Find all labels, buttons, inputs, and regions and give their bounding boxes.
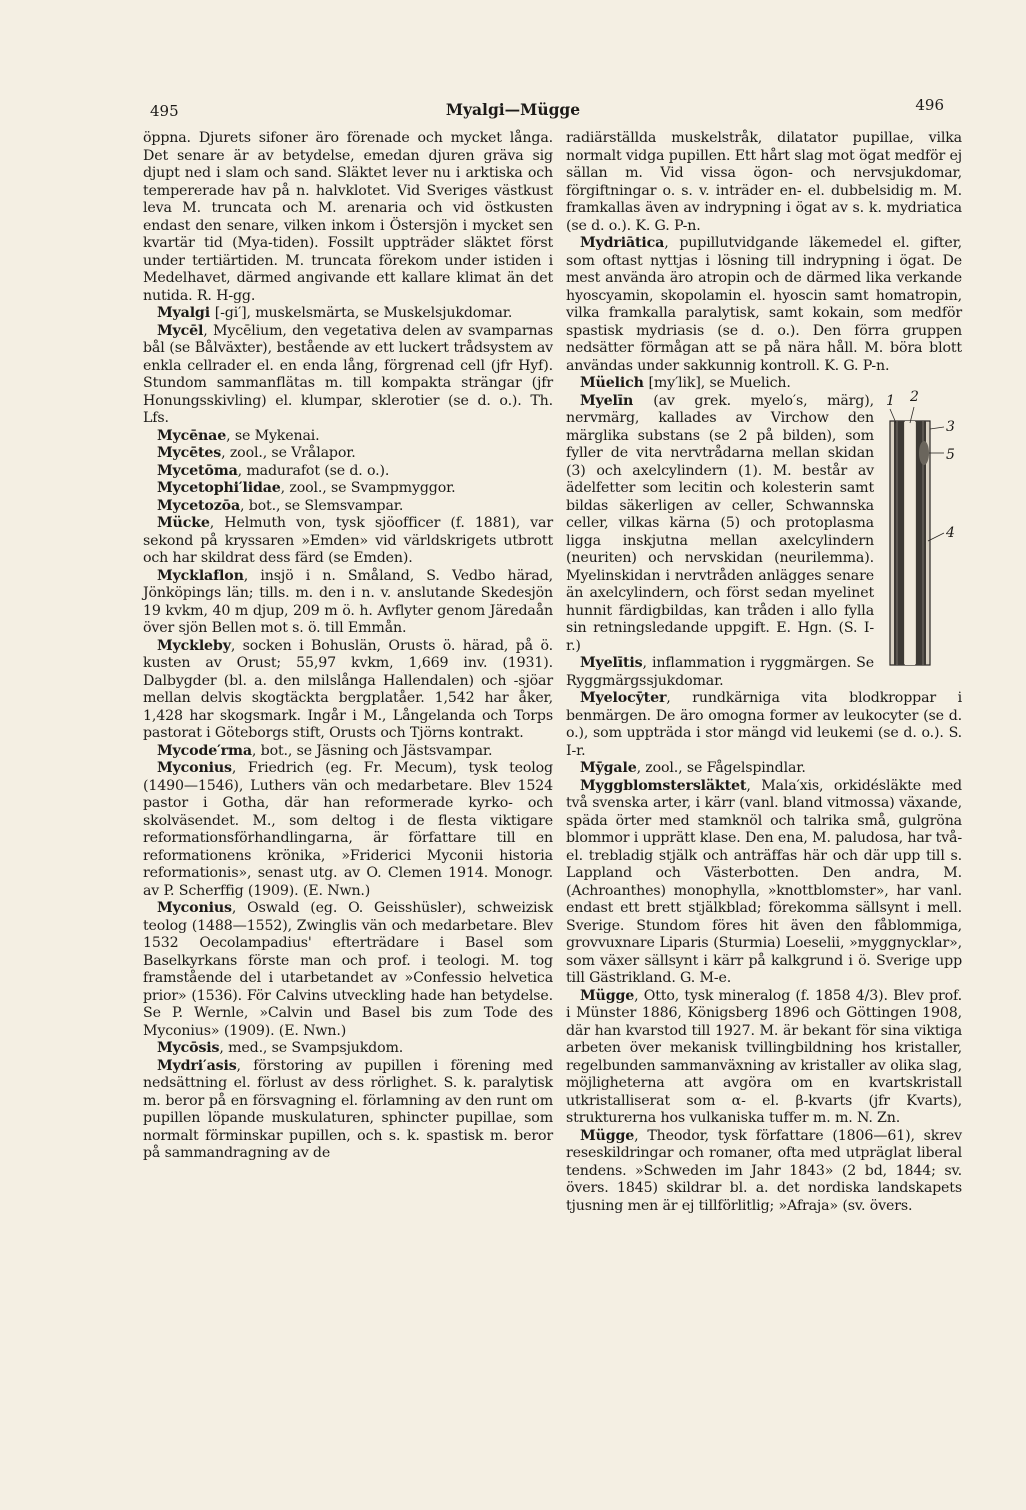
entry-myalgi: Myalgi [-gi′], muskelsmärta, se Muskelsjukdomar. bbox=[157, 305, 513, 321]
running-title: Myalgi—Mügge bbox=[445, 100, 581, 119]
figure-label: 5 bbox=[946, 446, 955, 463]
headword: Myelīn bbox=[580, 392, 654, 409]
headword: Mycēl bbox=[157, 322, 204, 339]
entry-mycel: Mycēl, Mycēlium, den vegetativa delen av svamparnas bål (se Bålväxter), bestående av ett luckert trådsystem av enkla cellrader el. en enda lång, förgrenad cell (jfr Hyf). Stundom sammanflätas m. till kompakta strängar (jfr Honungsskivling) el. klumpar, sklerotier (se d. o.). Th. Lfs. bbox=[143, 322, 553, 426]
headword: Mycēnae bbox=[157, 427, 227, 444]
entry-mycetes: Mycētes, zool., se Vrålapor. bbox=[157, 445, 356, 461]
nerve-fiber-drawing bbox=[880, 392, 962, 667]
headword: Mycklaflon bbox=[157, 567, 244, 584]
entry-mycoderma: Mycode′rma, bot., se Jäsning och Jästsvampar. bbox=[157, 742, 493, 759]
figure-label: 1 bbox=[886, 392, 895, 409]
figure-label: 4 bbox=[946, 524, 955, 541]
entry-mycetophilidae: Mycetophi′lidae, zool., se Svampmyggor. bbox=[157, 480, 456, 496]
headword: Myckleby bbox=[157, 637, 231, 654]
headword: Mügge bbox=[580, 1127, 635, 1144]
nerve-fiber-figure bbox=[880, 388, 962, 667]
headword: Mycode′rma bbox=[157, 742, 252, 759]
headword: Myggblomstersläktet bbox=[580, 777, 747, 794]
figure-label: 3 bbox=[946, 418, 955, 435]
headword: Myconius bbox=[157, 760, 232, 776]
entry-myconius-friedrich: Myconius, Friedrich (eg. Fr. Mecum), tysk teolog (1490—1546), Luthers vän och medarbetare. Blev 1524 pastor i Gotha, där han reformerade kyrko- och skolväsendet. M., som deltog i de flesta viktigare reformationsförhandlingarna, är författare till en reformationens krönika, »Friderici Myconii historia reformationis», senast utg. av O. Clemen 1914. Monogr. av P. Scherffig (1909). (E. Nwn.) bbox=[143, 760, 553, 899]
page-number-right: 496 bbox=[915, 96, 944, 114]
entry-mycenae: Mycēnae, se Mykenai. bbox=[157, 427, 320, 444]
entry-myggblomstersläktet: Myggblomstersläktet, Mala′xis, orkidésläkte med två svenska arter, i kärr (vanl. bland vitmossa) växande, späda örter med stamknöl och talrika små, gulgröna blommor i upprätt klase. Den ena, M. paludosa, har två- el. trebladig stjälk och anträffas här och där upp till s. Lappland och Västerbotten. Den andra, M. (Achroanthes) monophylla, »knottblomster», har vanl. endast ett brett stjälkblad; förekomma sällsynt i mell. Sverige. Stundom föres hit även den fåblommiga, grovvuxnare Liparis (Sturmia) Loeselii, »myggnycklar», som växer sällsynt i kärr på kalkgrund i ö. Sverige upp till Gästrikland. G. M-e. bbox=[566, 777, 962, 986]
headword: Myconius bbox=[157, 900, 232, 916]
page-number-left: 495 bbox=[150, 102, 179, 120]
entry-mugge-theodor: Mügge, Theodor, tysk författare (1806—61), skrev reseskildringar och romaner, ofta med utpräglat liberal tendens. »Schweden im Jahr 1843» (2 bd, 1844; sv. övers. 1845) skildrar bl. a. det nordiska landskapets tjusning men är ej tillförlitlig; »Afraja» (sv. övers. bbox=[566, 1127, 962, 1214]
entry-mycosis: Mycōsis, med., se Svampsjukdom. bbox=[157, 1040, 404, 1056]
entry-mygale: Mȳgale, zool., se Fågelspindlar. bbox=[580, 760, 806, 776]
headword: Müelich bbox=[580, 375, 649, 391]
headword: Mycōsis bbox=[157, 1040, 220, 1056]
entry-mycetozoa: Mycetozōa, bot., se Slemsvampar. bbox=[157, 497, 404, 514]
headword: Mydri′asis bbox=[157, 1057, 237, 1074]
entry-mugge-otto: Mügge, Otto, tysk mineralog (f. 1858 4/3). Blev prof. i Münster 1886, Königsberg 1896 och Göttingen 1908, där han kvarstod till 1927. M. är bekant för sina viktiga arbeten över mekanisk tvillingbildning hos kristaller, regelbunden sammanväxning av kristaller av olika slag, möjligheterna att avgöra om en kvartskristall utkristalliserat som α- el. β-kvarts (jfr Kvarts), strukturerna hos vulkaniska tuffer m. m. N. Zn. bbox=[566, 987, 962, 1126]
headword: Mycetōma bbox=[157, 462, 238, 479]
headword: Mydriātica bbox=[580, 235, 665, 251]
entry-myconius-oswald: Myconius, Oswald (eg. O. Geisshüsler), schweizisk teolog (1488—1552), Zwinglis vän och medarbetare. Blev 1532 Oecolampadius' efterträdare i Basel som Baselkyrkans förste man och prof. i teologi. M. tog framstående del i utarbetandet av »Confessio helvetica prior» (1536). För Calvins utveckling hade han betydelse. Se P. Wernle, »Calvin und Basel bis zum Tode des Myconius» (1909). (E. Nwn.) bbox=[143, 900, 553, 1039]
entry-mycklaflon: Mycklaflon, insjö i n. Småland, S. Vedbo härad, Jönköpings län; tills. m. den i n. v. anslutande Skedesjön 19 kvkm, 40 m djup, 209 m ö. h. Avflyter genom Järedaån över sjön Bellen mot s. ö. till Emmån. bbox=[143, 567, 553, 636]
headword: Mycetozōa bbox=[157, 497, 240, 514]
headword: Mycētes bbox=[157, 445, 222, 461]
headword: Mȳgale bbox=[580, 760, 637, 776]
headword: Mücke bbox=[157, 515, 210, 531]
headword: Myalgi bbox=[157, 305, 215, 321]
entry-myelocyter: Myelocȳter, rundkärniga vita blodkroppar i benmärgen. De äro omogna former av leukocyter (se d. o.), som uppträda i stor mängd vid leukemi (se d. o.). S. I-r. bbox=[566, 690, 962, 759]
headword: Mycetophi′lidae bbox=[157, 480, 281, 496]
headword: Myelītis bbox=[580, 655, 643, 671]
entry-mydriatica: Mydriātica, pupillutvidgande läkemedel el. gifter, som oftast nyttjas i lösning till indrypning i ögat. De mest använda äro atropin och de därmed lika verkande hyoscyamin, skopolamin el. hyoscin samt homatropin, vilka framkalla paralytisk, samt kokain, som medför spastisk mydriasis (se d. o.). Den förra gruppen nedsätter förmågan att se på nära håll. M. böra blott användas under sakkunnig kontroll. K. G. P-n. bbox=[566, 235, 962, 374]
figure-label: 2 bbox=[910, 388, 919, 405]
entry-myelitis: Myelītis, inflammation i ryggmärgen. Se Ryggmärgssjukdomar. bbox=[566, 655, 874, 689]
entry-muelich: Müelich [my′lik], se Muelich. bbox=[580, 375, 791, 391]
right-column bbox=[566, 130, 962, 1215]
entry-mydriasis: Mydri′asis, förstoring av pupillen i förening med nedsättning el. förlust av dess rörlighet. S. k. paralytisk m. beror på en försvagning el. förlamning av den runt om pupillen löpande muskulaturen, sphincter pupillae, som normalt förminskar pupillen, och s. k. spastisk m. beror på sammandragning av de bbox=[143, 1057, 553, 1161]
entry-mydriasis-continued: radiärställda muskelstråk, dilatator pupillae, vilka normalt vidga pupillen. Ett hårt slag mot ögat medför ej sällan m. Vid vissa ögon- och nervsjukdomar, förgiftningar o. s. v. inträder en- el. dubbelsidig m. M. framkallas även av indrypning i ögat av s. k. mydriatica (se d. o.). K. G. P-n. bbox=[566, 130, 962, 234]
entry-myelin: Myelīn (av grek. myelo′s, märg), nervmärg, kallades av Virchow den märglika substans (se 2 på bilden), som fyller de vita nervtrådarna mellan skidan (3) och axelcylindern (1). M. består av ädelfetter som lecitin och kolesterin samt bildas säkerligen av celler, Schwannska celler, vilkas kärna (5) och protoplasma ligga inskjutna mellan axelcylindern (neuriten) och nervskidan (neurilemma). Myelinskidan i nervtråden anlägges senare än axelcylindern, och först sedan myelinet hunnit färdigbildas, kan tråden i allo fylla sin retningsledande uppgift. E. Hgn. (S. I-r.) bbox=[566, 392, 874, 654]
entry-mya-continued: öppna. Djurets sifoner äro förenade och mycket långa. Det senare är av betydelse, emedan djuren gräva sig djupt ned i slam och sand. Släktet lever nu i arktiska och tempererade hav på n. halvklotet. Vid Sveriges västkust leva M. truncata och M. arenaria och vid östkusten endast den senare, vilken inkom i Östersjön i mycket sen kvartär tid (Mya-tiden). Fossilt uppträder släktet först under tertiärtiden. M. truncata förekom under istiden i Medelhavet, därmed angivande ett kallare klimat än det nutida. R. H-gg. bbox=[143, 130, 553, 304]
headword: Mügge bbox=[580, 987, 635, 1004]
entry-myckleby: Myckleby, socken i Bohuslän, Orusts ö. härad, på ö. kusten av Orust; 55,97 kvkm, 1,669 inv. (1931). Dalbygder (bl. a. den milslånga Hallendalen) och -sjöar mellan delvis skogtäckta bergplatåer. 1,542 har åker, 1,428 har skogsmark. Ingår i M., Långelanda och Torps pastorat i Göteborgs stift, Orusts och Tjörns kontrakt. bbox=[143, 637, 553, 741]
entry-mucke-helmuth: Mücke, Helmuth von, tysk sjöofficer (f. 1881), var sekond på kryssaren »Emden» vid världskrigets utbrott och har skildrat dess färd (se Emden). bbox=[143, 515, 553, 566]
entry-mycetoma: Mycetōma, madurafot (se d. o.). bbox=[157, 462, 390, 479]
left-column bbox=[143, 130, 553, 1163]
page-header bbox=[0, 96, 1026, 126]
headword: Myelocȳter bbox=[580, 690, 667, 706]
